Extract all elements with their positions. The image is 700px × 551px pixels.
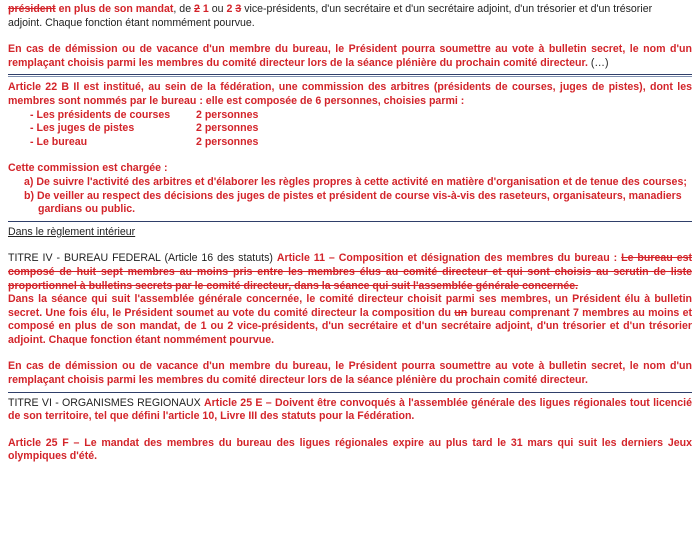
commission-charged: Cette commission est chargée : [8,162,168,175]
member-label: - Le bureau [30,135,88,148]
list-item [30,136,692,150]
titre-vi-label: TITRE VI - ORGANISMES REGIONAUX [8,396,205,409]
member-label: - Les présidents de courses [30,108,171,121]
member-count: 2 personnes [196,135,259,148]
article-25e-text: Article 25 E – Doivent être convoqués à l'assemblée générale des ligues régionales tout licencié de son territoire, tel que défini l'article 10, Livre III des statuts pour la Fédération. [8,396,692,423]
ellipsis: (…) [587,56,609,69]
struck-text: Le bureau est composé de huit sept membres au moins pris entre les membres élus au comité directeur et qui sont choisis au scrutin de liste proportionnel à bulletins secrets par le comité directeur, dans la séance qui suit l'assemblée générale concernée. [8,252,692,292]
text-fragment: , de [173,3,195,15]
text-fragment: vice-présidents, d'un secrétaire et d'un secrétaire adjoint, d'un trésorier et d'un trésorier [241,3,653,15]
new-text: bureau comprenant 7 membres au moins et composé en plus de son mandat, de 1 ou 2 vice-présidents, d'un secrétaire et d'un secrétaire adjoint, d'un trésorier et d'un trésorier adjoint. Chaque fonction étant nommément pourvue. [8,306,692,346]
text-fragment: ou [208,3,227,15]
member-label: - Les juges de pistes [30,122,135,135]
inserted-phrase: en plus de son mandat [55,3,174,15]
member-count: 2 personnes [196,108,259,121]
vacancy-text: En cas de démission ou de vacance d'un membre du bureau, le Président pourra soumettre au vote à bulletin secret, le nom d'un remplaçant choisis parmi les membres du comité directeur lors de la séance plénière du prochain comité directeur. [8,43,692,69]
section-divider [8,221,692,222]
reglement-heading: Dans le règlement intérieur [8,225,136,238]
struck-number: 3 [235,3,242,15]
section-divider [8,392,692,393]
list-item [30,122,692,136]
list-item [30,109,692,123]
titre-iv-new-text [8,293,692,347]
commission-task-b: b) De veiller au respect des décisions des juges de pistes et président de course vis-à-vis des raseteurs, organisateurs, manadiers gardians ou public. [24,189,682,216]
struck-word: président [8,3,56,15]
bureau-composition-tail [8,3,692,17]
titre-iv-vacancy: En cas de démission ou de vacance d'un membre du bureau, le Président pourra soumettre au vote à bulletin secret, le nom d'un remplaçant choisis parmi les membres du comité directeur lors de la séance plénière du prochain comité directeur. [8,360,692,387]
commission-members-list [30,109,692,150]
text-line: adjoint. Chaque fonction étant nommément pourvue. [8,16,255,29]
article-22b-intro: Article 22 B Il est institué, au sein de la fédération, une commission des arbitres (présidents de courses, juges de pistes), dont les membres sont nommés par le bureau : elle est composée de 6 personnes, choisies parmi : [8,81,692,107]
inserted-number: 2 [226,3,233,15]
struck-number: 2 [194,3,200,15]
vacancy-paragraph [8,43,692,70]
inserted-number: 1 [202,3,209,15]
commission-task-a: a) De suivre l'activité des arbitres et d'élaborer les règles propres à cette activité en matière d'organisation et de tenue des courses; [24,175,687,188]
struck-word: un [454,306,468,319]
article-25f-text: Article 25 F – Le mandat des membres du bureau des ligues régionales expire au plus tard le 31 mars qui suit les derniers Jeux olympiques d'été. [8,436,692,463]
titre-iv-paragraph [8,252,692,293]
titre-iv-label: TITRE IV - BUREAU FEDERAL (Article 16 des statuts) [8,252,277,265]
member-count: 2 personnes [196,122,259,135]
new-text: Dans la séance qui suit l'assemblée générale concernée, le comité directeur choisit parmi ses membres, un Président élu à bulletin secret. Une fois élu, le Président soumet au vote du comité directeur la composition du [8,293,692,319]
titre-vi-paragraph [8,397,692,424]
section-divider [8,74,692,77]
article-11-title: Article 11 – Composition et désignation des membres du bureau : [276,252,622,265]
